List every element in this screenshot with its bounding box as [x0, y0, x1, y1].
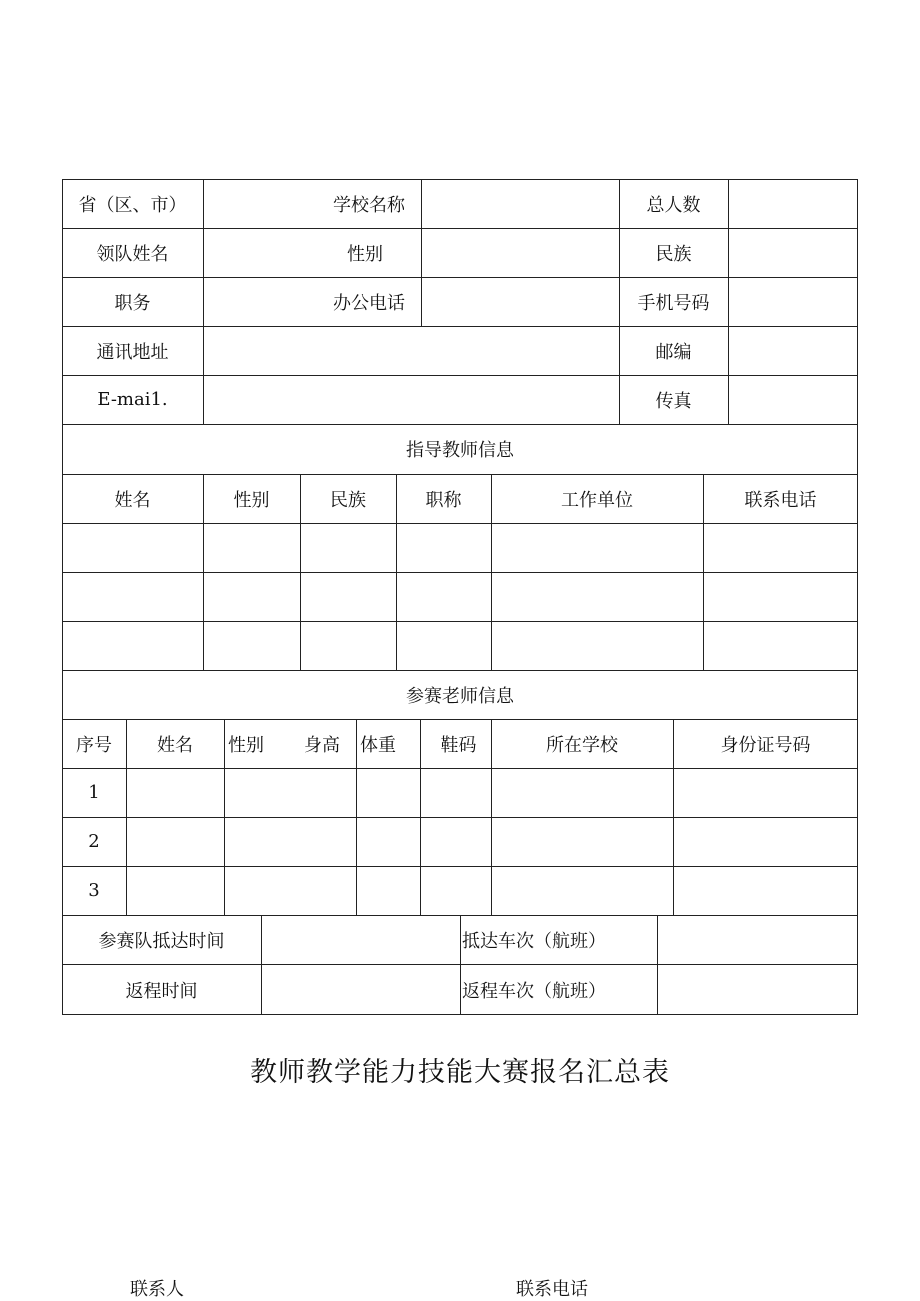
participant-header-gender: 性别	[228, 734, 264, 756]
leader-gender-field[interactable]	[421, 228, 619, 277]
row-divider	[62, 523, 858, 524]
participant-header-height: 身高	[304, 734, 340, 756]
postcode-label: 邮编	[655, 341, 692, 363]
mobile-field[interactable]	[728, 277, 858, 326]
form-title: 教师教学能力技能大赛报名汇总表	[250, 1057, 670, 1088]
return-train-label: 返程车次（航班）	[462, 980, 606, 1002]
participant-row-index: 2	[88, 831, 100, 852]
leader-gender-label: 性别	[347, 243, 383, 265]
participant-row-index: 3	[88, 880, 100, 901]
participant-header-id-number: 身份证号码	[720, 734, 811, 756]
address-label: 通讯地址	[96, 341, 169, 363]
fax-label: 传真	[655, 390, 692, 412]
leader-name-label: 领队姓名	[96, 243, 169, 265]
advisor-header-workplace: 工作单位	[561, 489, 633, 511]
participant-header-name: 姓名	[157, 734, 193, 756]
arrival-time-field[interactable]	[261, 915, 460, 964]
school-name-label: 学校名称	[333, 194, 405, 216]
row-divider	[62, 817, 858, 818]
province-label: 省（区、市）	[78, 194, 187, 216]
email-field[interactable]	[203, 375, 619, 424]
participant-row-index: 1	[88, 782, 100, 803]
row-divider	[62, 768, 858, 769]
row-divider	[62, 866, 858, 867]
advisor-header-gender: 性别	[233, 489, 270, 511]
arrival-time-label: 参赛队抵达时间	[98, 930, 225, 952]
position-label: 职务	[114, 292, 151, 314]
contact-phone-label: 联系电话	[516, 1279, 588, 1300]
address-field[interactable]	[203, 326, 619, 375]
office-phone-field[interactable]	[421, 277, 619, 326]
return-train-field[interactable]	[657, 964, 858, 1015]
total-count-field[interactable]	[728, 179, 858, 228]
participant-header-school: 所在学校	[546, 734, 618, 756]
office-phone-label: 办公电话	[333, 292, 405, 314]
arrival-train-field[interactable]	[657, 915, 858, 964]
leader-ethnicity-field[interactable]	[728, 228, 858, 277]
row-divider	[62, 572, 858, 573]
mobile-label: 手机号码	[637, 292, 710, 314]
participant-header-index: 序号	[76, 734, 112, 756]
school-name-field[interactable]	[421, 179, 619, 228]
advisor-header-phone: 联系电话	[744, 489, 817, 511]
arrival-train-label: 抵达车次（航班）	[462, 930, 606, 952]
contact-person-label: 联系人	[130, 1279, 184, 1300]
email-label: E-mai1.	[97, 389, 168, 410]
advisor-section-title: 指导教师信息	[406, 440, 514, 461]
advisor-header-name: 姓名	[114, 489, 151, 511]
participant-header-weight: 体重	[360, 734, 396, 756]
advisor-header-ethnicity: 民族	[330, 489, 366, 511]
leader-ethnicity-label: 民族	[655, 243, 692, 265]
advisor-header-title: 职称	[425, 489, 462, 511]
return-time-field[interactable]	[261, 964, 460, 1015]
row-divider	[62, 621, 858, 622]
fax-field[interactable]	[728, 375, 858, 424]
participant-header-shoe-size: 鞋码	[440, 734, 477, 756]
participants-section-title: 参赛老师信息	[406, 685, 514, 707]
return-time-label: 返程时间	[125, 980, 198, 1002]
postcode-field[interactable]	[728, 326, 858, 375]
total-count-label: 总人数	[646, 194, 701, 216]
